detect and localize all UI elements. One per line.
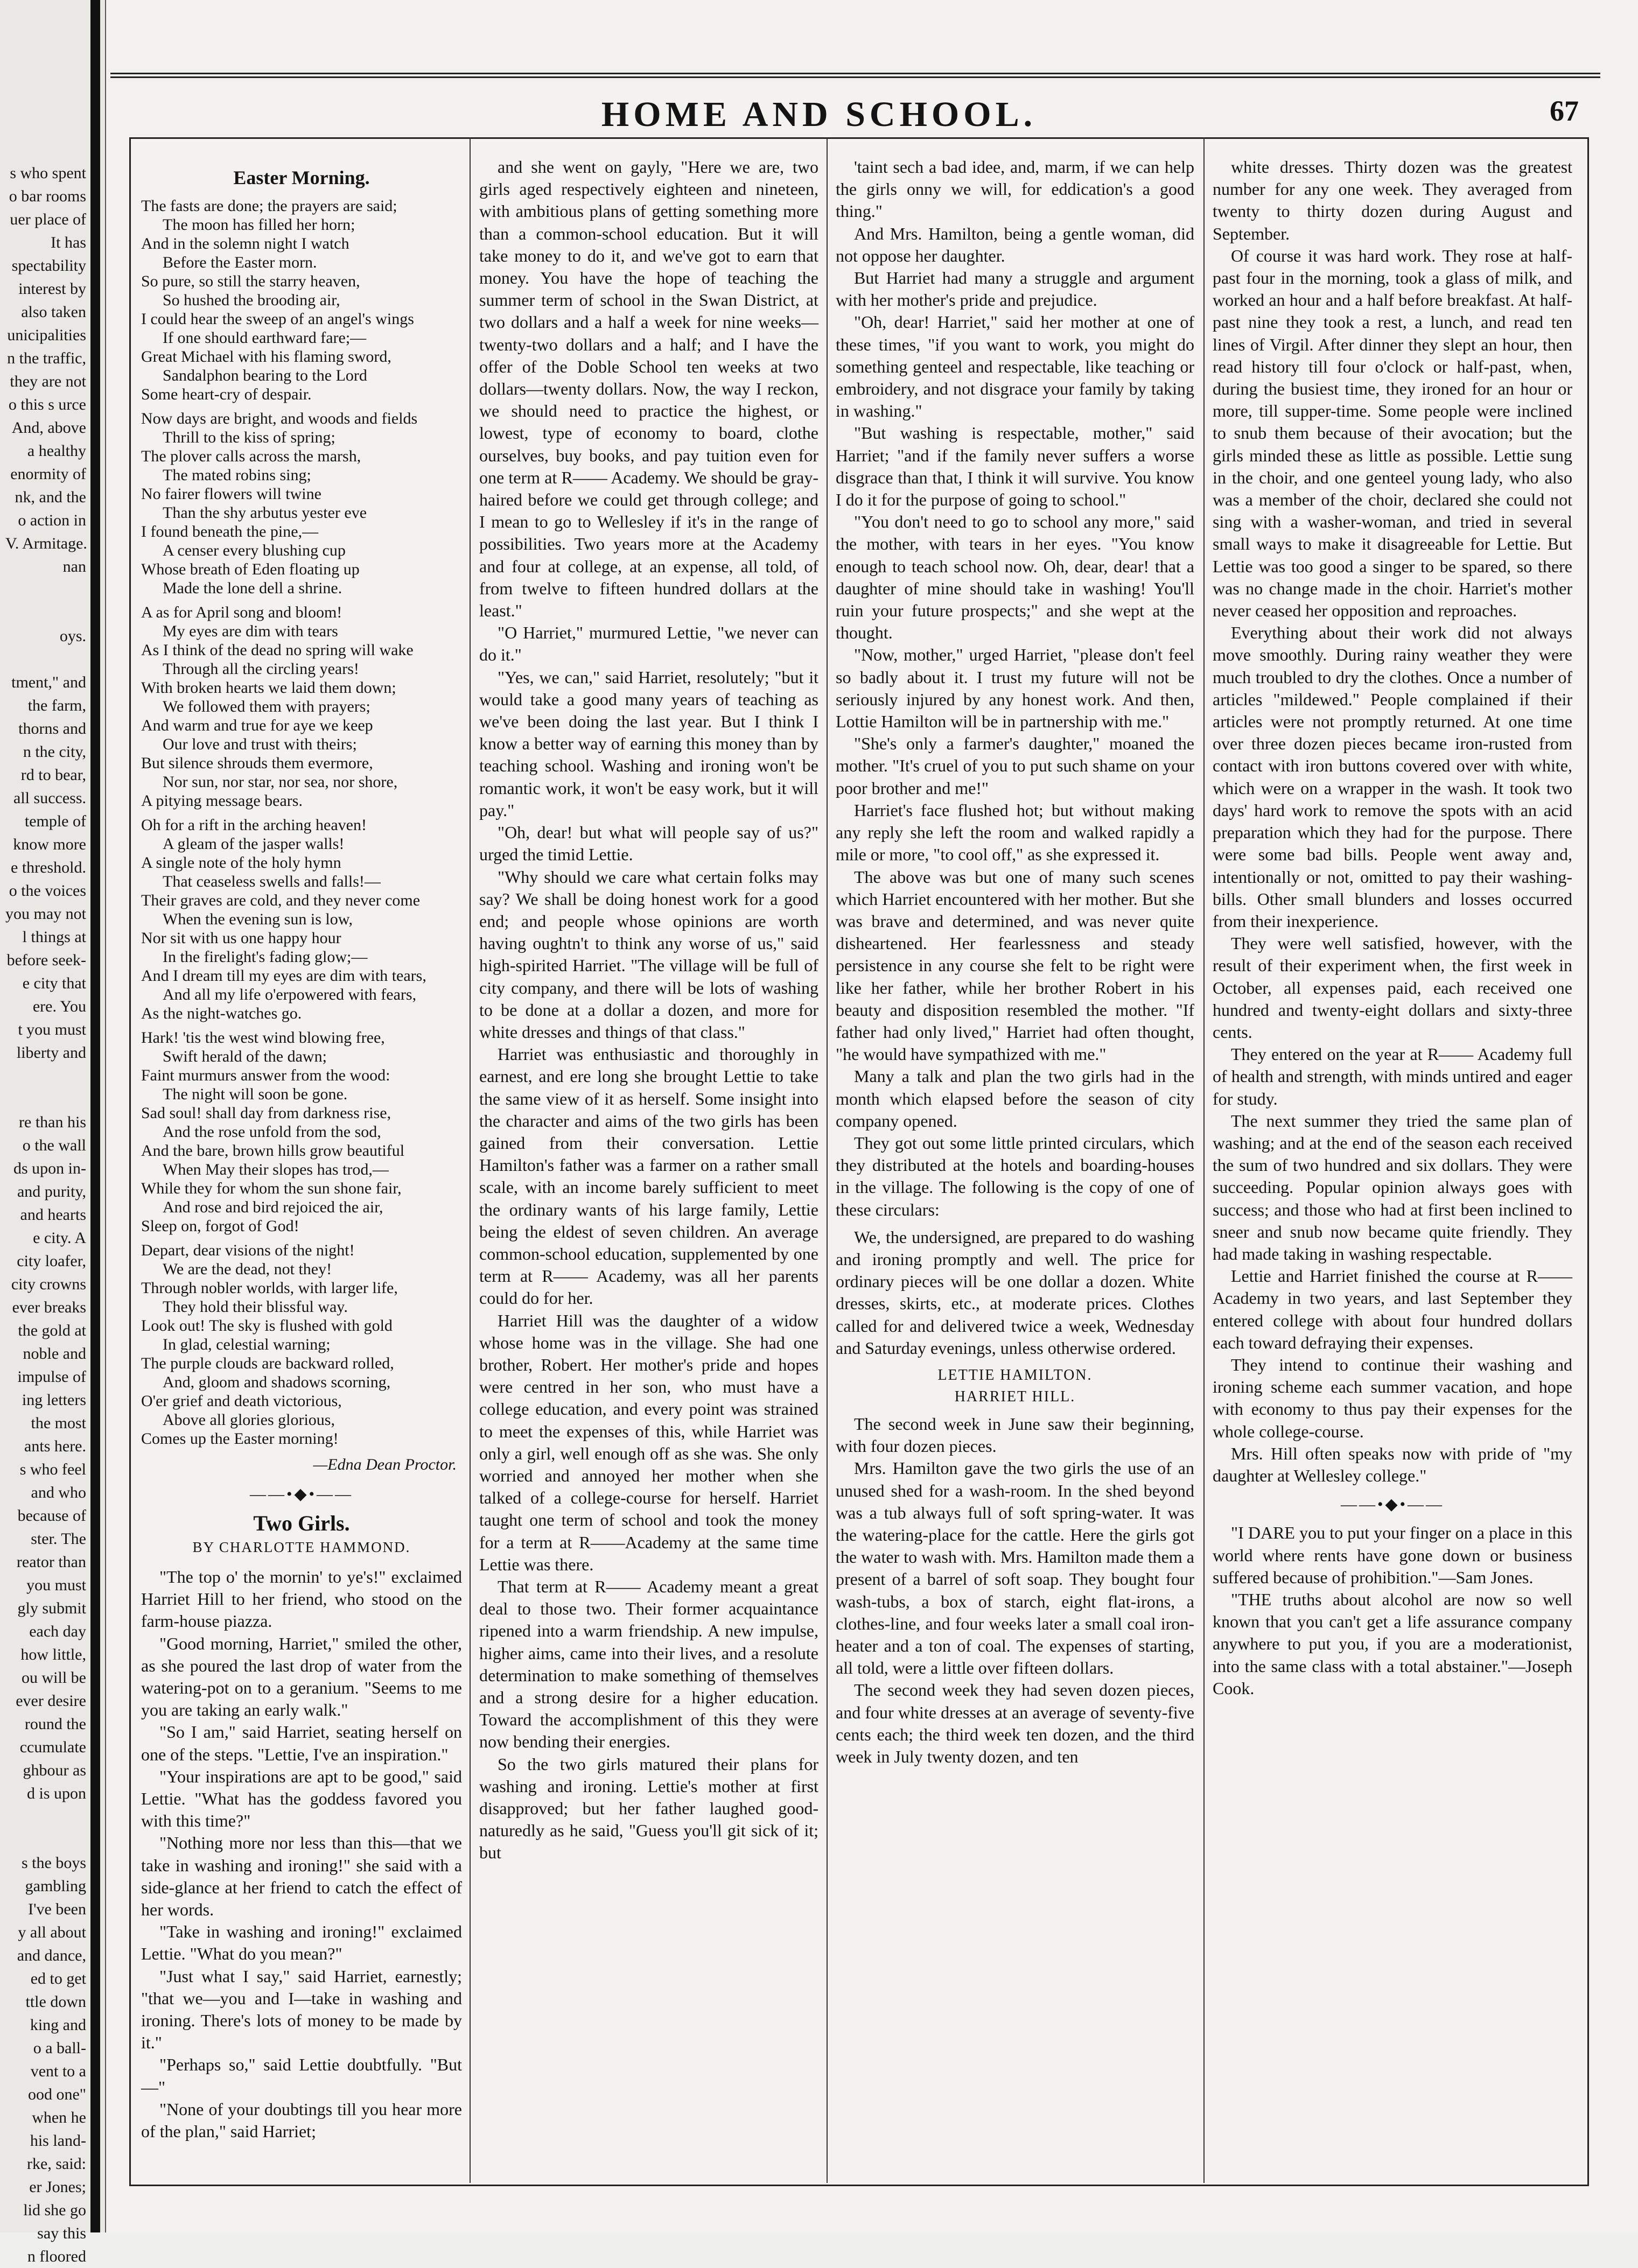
poem-line: And rose and bird rejoiced the air, bbox=[163, 1198, 383, 1217]
poem-line: They hold their blissful way. bbox=[163, 1298, 348, 1316]
story-paragraph: "O Harriet," murmured Lettie, "we never can do it." bbox=[479, 623, 818, 665]
poem-stanza bbox=[141, 1028, 462, 1235]
poem-line: I found beneath the pine,— bbox=[141, 523, 319, 541]
margin-fragment: the gold at bbox=[18, 1322, 86, 1339]
margin-fragment: l things at bbox=[22, 928, 86, 946]
column-rule-3 bbox=[1203, 137, 1205, 2183]
story-paragraph: But Harriet had many a struggle and argument with her mother's pride and prejudice. bbox=[836, 268, 1194, 310]
story-paragraph: "None of your doubtings till you hear more of the plan," said Harriet; bbox=[141, 2099, 462, 2141]
poem-line: And in the solemn night I watch bbox=[141, 235, 349, 253]
margin-fragment: vent to a bbox=[30, 2062, 86, 2080]
column-3-body bbox=[836, 156, 1194, 1221]
poem-line: With broken hearts we laid them down; bbox=[141, 679, 396, 697]
poem-line: But silence shrouds them evermore, bbox=[141, 754, 373, 773]
poem-line: Some heart-cry of despair. bbox=[141, 385, 312, 404]
poem-line: A censer every blushing cup bbox=[163, 542, 346, 560]
poem-line: The plover calls across the marsh, bbox=[141, 447, 361, 466]
poem-line: A pitying message bears. bbox=[141, 792, 303, 810]
margin-fragment: y all about bbox=[18, 1923, 86, 1941]
story-paragraph: "Good morning, Harriet," smiled the other, as she poured the last drop of water from the watering-pot on to a geranium. "Seems to me you are taking an early walk." bbox=[141, 1633, 462, 1720]
story-paragraph: Many a talk and plan the two girls had in the month which elapsed before the season of city company opened. bbox=[836, 1066, 1194, 1131]
margin-fragment: And, above bbox=[11, 419, 86, 437]
margin-fragment bbox=[5, 578, 86, 601]
poem-line: The fasts are done; the prayers are said; bbox=[141, 197, 397, 215]
poem-stanza bbox=[141, 816, 462, 1023]
story-paragraph: "She's only a farmer's daughter," moaned the mother. "It's cruel of you to put such shame on your poor brother and me!" bbox=[836, 734, 1194, 798]
margin-fragment bbox=[5, 1805, 86, 1828]
margin-fragment: ou will be bbox=[22, 1669, 86, 1687]
story-paragraph: Harriet's face flushed hot; but without making any reply she left the room and walked rapidly a mile or more, "to cool off," as she expressed it. bbox=[836, 800, 1194, 865]
margin-fragment: t you must bbox=[18, 1021, 86, 1038]
margin-fragment: when he bbox=[32, 2109, 86, 2126]
margin-fragment: city loafer, bbox=[17, 1252, 86, 1270]
column-1 bbox=[141, 156, 462, 2143]
margin-fragment: o bar rooms bbox=[9, 187, 86, 205]
margin-fragment: round the bbox=[24, 1715, 86, 1733]
column-4 bbox=[1213, 156, 1572, 1700]
margin-fragment: o a ball- bbox=[33, 2039, 86, 2057]
column-rule-2 bbox=[827, 137, 828, 2183]
margin-fragment: oys. bbox=[59, 627, 86, 645]
margin-fragment: interest by bbox=[18, 280, 86, 298]
story-paragraph: Harriet was enthusiastic and thoroughly in earnest, and ere long she brought Lettie to take the same view of it as herself. Some insight into the character and aims of the two girls has been gained from their conversation. Lettie Hamilton's father was a farmer on a rather small scale, with an income barely sufficient to meet the ordinary wants of his large family, Lettie being the eldest of seven children. An average common-school education, supplemented by one term at R—— Academy, was all her parents could do for her. bbox=[479, 1044, 818, 1308]
column-4-body bbox=[1213, 156, 1572, 1487]
column-3-continuation bbox=[836, 1413, 1194, 1768]
story-paragraph: "Take in washing and ironing!" exclaimed Lettie. "What do you mean?" bbox=[141, 1922, 462, 1964]
poem-line: As the night-watches go. bbox=[141, 1005, 302, 1023]
poem-line: When the evening sun is low, bbox=[163, 910, 353, 929]
margin-fragment: ttle down bbox=[25, 1993, 86, 2011]
poem-line: Swift herald of the dawn; bbox=[163, 1048, 327, 1066]
margin-fragment: ccumulate bbox=[19, 1738, 86, 1756]
margin-fragment: and dance, bbox=[17, 1947, 86, 1964]
story-paragraph: They were well satisfied, however, with the result of their experiment when, the first week in October, all expenses paid, each received one hundred and twenty-eight dollars and sixty-three cents. bbox=[1213, 933, 1572, 1042]
margin-fragment: d is upon bbox=[26, 1785, 86, 1802]
poem-line: In glad, celestial warning; bbox=[163, 1336, 331, 1354]
margin-fragment: n the traffic, bbox=[7, 349, 86, 367]
margin-fragment: ghbour as bbox=[23, 1761, 86, 1779]
poem-line: And all my life o'erpowered with fears, bbox=[163, 986, 417, 1004]
margin-fragment: rke, said: bbox=[27, 2155, 86, 2173]
poem-line: Than the shy arbutus yester eve bbox=[163, 504, 367, 522]
circular-text: We, the undersigned, are prepared to do washing and ironing promptly and well. The price for ordinary pieces will be one dollar a dozen. White dresses, skirts, etc., at moderate prices. Clothes called for and delivered twice a week, Wednesday and Saturday evenings, unless otherwise ordered. bbox=[836, 1227, 1194, 1358]
page-header-title: HOME AND SCHOOL. bbox=[601, 95, 1037, 134]
poem-line: When May their slopes has trod,— bbox=[163, 1161, 389, 1179]
circular-signer-1: LETTIE HAMILTON. bbox=[937, 1366, 1093, 1384]
poem-line: If one should earthward fare;— bbox=[163, 329, 367, 347]
margin-fragment: ster. The bbox=[31, 1530, 86, 1548]
margin-fragment: gly submit bbox=[17, 1599, 86, 1617]
story-paragraph: Lettie and Harriet finished the course at R—— Academy in two years, and last September they entered college with about four hundred dollars each toward defraying their expenses. bbox=[1213, 1266, 1572, 1352]
margin-fragment: the farm, bbox=[27, 697, 86, 714]
poem-line: And warm and true for aye we keep bbox=[141, 717, 373, 735]
margin-fragment: ing letters bbox=[22, 1391, 86, 1409]
poem-line: And the bare, brown hills grow beautiful bbox=[141, 1142, 405, 1160]
story-title: Two Girls. bbox=[253, 1511, 350, 1535]
margin-fragment: s the boys bbox=[22, 1854, 86, 1872]
poem-line: No fairer flowers will twine bbox=[141, 485, 321, 503]
margin-fragment: s who feel bbox=[19, 1460, 86, 1478]
margin-fragment: because of bbox=[17, 1507, 86, 1525]
margin-fragment: rd to bear, bbox=[20, 766, 86, 784]
story-paragraph: They intend to continue their washing and ironing scheme each summer vacation, and hope with economy to thus pay their expenses for the whole college-course. bbox=[1213, 1354, 1572, 1441]
story-paragraph: Harriet Hill was the daughter of a widow whose home was in the village. She had one brother, Robert. Her mother's pride and hopes were centred in her son, who must have a college education, and every point was strained to meet the expenses of this, while Harriet was only a girl, well enough off as she was. She only worried and annoyed her mother when she talked of a college-course for herself. Harriet taught one term of school and took the money for a term at R——Academy at the same time Lettie was there. bbox=[479, 1310, 818, 1574]
margin-fragment: o the voices bbox=[9, 882, 86, 900]
margin-fragment: I've been bbox=[28, 1900, 86, 1918]
margin-fragment: gambling bbox=[25, 1877, 86, 1895]
column-1-body bbox=[141, 1566, 462, 2143]
margin-fragment: nan bbox=[62, 558, 86, 575]
margin-fragment: ants here. bbox=[24, 1437, 86, 1455]
story-paragraph: white dresses. Thirty dozen was the greatest number for any one week. They averaged from twenty to thirty dozen during August and September. bbox=[1213, 157, 1572, 243]
margin-fragment: spectability bbox=[11, 257, 86, 275]
story-paragraph: The next summer they tried the same plan of washing; and at the end of the season each received the sum of two hundred and six dollars. They were succeeding. Popular opinion always goes with success; and those who had at first been inclined to sneer and snub now became quite friendly. They had made taking in washing respectable. bbox=[1213, 1111, 1572, 1263]
story-paragraph: "Now, mother," urged Harriet, "please don't feel so badly about it. I trust my future will not be seriously injured by any honest work. And then, Lottie Hamilton will be in partnership with me." bbox=[836, 645, 1194, 732]
margin-fragment: city crowns bbox=[11, 1275, 86, 1293]
margin-fragment: thorns and bbox=[18, 720, 86, 738]
margin-fragment: ed to get bbox=[30, 1970, 86, 1988]
poem-stanza bbox=[141, 603, 462, 810]
margin-fragment: e city. A bbox=[33, 1229, 86, 1247]
adjacent-page-edge bbox=[0, 0, 106, 2265]
margin-fragment: e threshold. bbox=[11, 859, 86, 876]
margin-fragment: ere. You bbox=[32, 998, 86, 1015]
story-paragraph: "But washing is respectable, mother," said Harriet; "and if the family never suffers a worse disgrace than that, I think it will survive. You know I do it for the purpose of going to school." bbox=[836, 423, 1194, 510]
margin-fragment: also taken bbox=[21, 303, 86, 321]
poem-line: Comes up the Easter morning! bbox=[141, 1430, 339, 1448]
story-paragraph: 'taint sech a bad idee, and, marm, if we can help the girls onny we will, for eddication's a good thing." bbox=[836, 157, 1194, 221]
story-paragraph: "You don't need to go to school any more," said the mother, with tears in her eyes. "You know enough to teach school now. Oh, dear, dear! that a daughter of mine should take in washing! You'll ruin your future prospects;" and she wept at the thought. bbox=[836, 512, 1194, 643]
margin-fragment: say this bbox=[37, 2224, 86, 2242]
margin-fragment: uer place of bbox=[10, 210, 86, 228]
margin-fragment: his land- bbox=[30, 2132, 86, 2150]
story-paragraph: Everything about their work did not always move smoothly. During rainy weather they were much troubled to dry the clothes. Once a number of articles "mildewed." People complained if their articles were not promptly returned. At one time over three dozen pieces became iron-rusted from contact with iron buttons covered over with white, which were on a wrapper in the wash. It took two days' hard work to remove the spots with an acid preparation which they had for the purpose. There were some bad bills. People went away and, intentionally or not, omitted to pay their washing-bills. Other small blunders and losses occurred from their inexperience. bbox=[1213, 623, 1572, 931]
margin-fragment: ds upon in- bbox=[13, 1160, 86, 1177]
quotations bbox=[1213, 1522, 1572, 1700]
page-number: 67 bbox=[1550, 95, 1579, 127]
margin-fragment: o the wall bbox=[22, 1136, 86, 1154]
poem-stanza bbox=[141, 409, 462, 598]
poem-line: Faint murmurs answer from the wood: bbox=[141, 1066, 390, 1085]
column-3 bbox=[836, 156, 1194, 1768]
poem-line: Our love and trust with theirs; bbox=[163, 735, 357, 754]
adjacent-page-text bbox=[5, 162, 86, 2268]
poem-line: The night will soon be gone. bbox=[163, 1085, 348, 1104]
binding-shadow bbox=[90, 0, 100, 2232]
story-paragraph: That term at R—— Academy meant a great deal to those two. Their former acquaintance ripened into a warm friendship. A new impulse, higher aims, came into their lives, and a resolute determination to make something of themselves and a strong desire for a higher education. Toward the accomplishment of this they were now bending their energies. bbox=[479, 1577, 818, 1752]
story-paragraph: Mrs. Hill often speaks now with pride of "my daughter at Wellesley college." bbox=[1213, 1443, 1572, 1485]
poem-line: We followed them with prayers; bbox=[163, 698, 370, 716]
margin-fragment: lid she go bbox=[23, 2201, 86, 2219]
story-paragraph: "Why should we care what certain folks may say? We shall be doing honest work for a good end; and people whose opinions are worth having oughtn't to think any worse of us," said high-spirited Harriet. "The village will be full of city company, and there will be lots of washing to be done at a dollar a dozen, and more for white dresses and things of that class." bbox=[479, 867, 818, 1042]
poem-line: We are the dead, not they! bbox=[163, 1260, 332, 1279]
story-paragraph: "So I am," said Harriet, seating herself on one of the steps. "Lettie, I've an inspiration." bbox=[141, 1722, 462, 1764]
poem-line: Sleep on, forgot of God! bbox=[141, 1217, 299, 1235]
margin-fragment: each day bbox=[29, 1623, 86, 1640]
margin-fragment bbox=[5, 1064, 86, 1087]
story-paragraph: "Yes, we can," said Harriet, resolutely; "but it would take a good many years of teaching as we've been doing the last year. But I think I know a better way of earning this money than by teaching school. Washing and ironing won't be romantic work, it won't be easy work, but it will pay." bbox=[479, 667, 818, 820]
story-paragraph: And Mrs. Hamilton, being a gentle woman, did not oppose her daughter. bbox=[836, 223, 1194, 265]
section-divider-2: ——•◆•—— bbox=[1340, 1495, 1445, 1514]
poem-line: Sad soul! shall day from darkness rise, bbox=[141, 1104, 391, 1122]
poem-line: Their graves are cold, and they never come bbox=[141, 891, 421, 910]
margin-fragment bbox=[5, 601, 86, 624]
poem-line: Great Michael with his flaming sword, bbox=[141, 348, 391, 366]
margin-fragment: the most bbox=[31, 1414, 86, 1432]
margin-fragment: nk, and the bbox=[15, 488, 86, 506]
story-paragraph: The above was but one of many such scenes which Harriet encountered with her mother. But she was brave and determined, and was never quite disheartened. Her fearlessness and steady persistence in any course she felt to be right were like her father, while her brother Robert in his beauty and disposition resembled the mother. "If father had only lived," Harriet had often thought, "he would have sympathized with me." bbox=[836, 867, 1194, 1064]
margin-fragment: e city that bbox=[22, 974, 86, 992]
margin-fragment: before seek- bbox=[6, 951, 86, 969]
margin-fragment: you must bbox=[26, 1576, 86, 1594]
margin-fragment: It has bbox=[51, 234, 86, 251]
poem-line: Sandalphon bearing to the Lord bbox=[163, 367, 367, 385]
margin-fragment: n the city, bbox=[23, 743, 86, 761]
story-paragraph: The second week they had seven dozen pieces, and four white dresses at an average of seventy-five cents each; the third week ten dozen, and the third week in July twenty dozen, and ten bbox=[836, 1680, 1194, 1767]
margin-fragment: and hearts bbox=[20, 1206, 86, 1224]
poem-line: And the rose unfold from the sod, bbox=[163, 1123, 381, 1141]
story-paragraph: and she went on gayly, "Here we are, two girls aged respectively eighteen and nineteen, with ambitious plans of getting something more than a common-school education. But it will take money to do it, and we've got to earn that money. You have the hope of teaching the summer term of school in the Swan District, at two dollars and a half a week for nine weeks—twenty-two dollars and a half; and I have the offer of the Doble School ten weeks at two dollars—twenty dollars. Now, the way I reckon, we should need to practice the highest, or lowest, type of economy to board, clothe ourselves, buy books, and pay tuition even for one term at R—— Academy. We should be gray-haired before we could get through college; and I mean to go to Wellesley if it's in the range of possibilities. Two years more at the Academy and four at college, at an expense, all told, of from twelve to fifteen hundred dollars at the least." bbox=[479, 157, 818, 621]
story-paragraph: So the two girls matured their plans for washing and ironing. Lettie's mother at first disapproved; but her father laughed good-naturedly as he said, "Guess you'll git sick of it; but bbox=[479, 1754, 818, 1863]
poem-stanza bbox=[141, 1241, 462, 1448]
margin-fragment bbox=[5, 648, 86, 671]
poem-line: Thrill to the kiss of spring; bbox=[163, 429, 335, 447]
story-paragraph: They got out some little printed circulars, which they distributed at the hotels and boarding-houses in the village. The following is the copy of one of these circulars: bbox=[836, 1133, 1194, 1219]
margin-fragment: how little, bbox=[20, 1646, 86, 1663]
margin-fragment: temple of bbox=[24, 812, 86, 830]
header-rule-top-2 bbox=[110, 76, 1600, 78]
story-paragraph: "Perhaps so," said Lettie doubtfully. "But—" bbox=[141, 2055, 462, 2097]
poem-line: Nor sit with us one happy hour bbox=[141, 929, 341, 947]
margin-fragment: they are not bbox=[10, 373, 86, 390]
poem-line: I could hear the sweep of an angel's wings bbox=[141, 310, 414, 328]
margin-fragment: reator than bbox=[16, 1553, 86, 1571]
margin-fragment: er Jones; bbox=[29, 2178, 86, 2196]
poem-line: O'er grief and death victorious, bbox=[141, 1392, 342, 1410]
poem-line: A single note of the holy hymn bbox=[141, 854, 341, 872]
margin-fragment: o action in bbox=[18, 511, 86, 529]
margin-fragment bbox=[5, 1087, 86, 1111]
margin-fragment: s who spent bbox=[10, 164, 86, 182]
poem-line: So hushed the brooding air, bbox=[163, 291, 340, 310]
poem-line: In the firelight's fading glow;— bbox=[163, 948, 368, 966]
story-paragraph: "Nothing more nor less than this—that we take in washing and ironing!" she said with a side-glance at her friend to catch the effect of her words. bbox=[141, 1833, 462, 1920]
column-2-body bbox=[479, 156, 818, 1864]
poem-line: Through nobler worlds, with larger life, bbox=[141, 1279, 398, 1297]
margin-fragment: ever breaks bbox=[12, 1298, 86, 1316]
poem-line: Nor sun, nor star, nor sea, nor shore, bbox=[163, 773, 398, 791]
story-paragraph: They entered on the year at R—— Academy full of health and strength, with minds untired and eager for study. bbox=[1213, 1044, 1572, 1108]
poem-line: Now days are bright, and woods and fields bbox=[141, 410, 418, 428]
story-paragraph: Mrs. Hamilton gave the two girls the use of an unused shed for a wash-room. In the shed beyond was a tub always full of soft spring-water. It was the watering-place for the cattle. Here the girls got the water to wash with. Mrs. Hamilton made them a present of a barrel of soft soap. They bought four wash-tubs, a box of starch, eight flat-irons, a clothes-line, and four weeks later a small coal iron-heater and a ton of coal. The expenses of starting, all told, were a little over fifteen dollars. bbox=[836, 1458, 1194, 1678]
poem-line: Made the lone dell a shrine. bbox=[163, 579, 342, 598]
poem-line: The mated robins sing; bbox=[163, 466, 311, 485]
margin-fragment: and purity, bbox=[17, 1183, 86, 1200]
story-byline: BY CHARLOTTE HAMMOND. bbox=[192, 1539, 411, 1555]
story-paragraph: Of course it was hard work. They rose at half-past four in the morning, took a glass of milk, and worked an hour and a half before breakfast. At half-past nine they took a rest, a lunch, and read ten lines of Virgil. After dinner they slept an hour, then read history till four o'clock or half-past, when, during the busiest time, they ironed for an hour or more, till supper-time. Some people were inclined to snub them because of their avocation; but the girls minded these as little as possible. Lettie sung in the choir, and one genteel young lady, who also was a member of the choir, declared she could not sing with a washer-woman, and tried in several small ways to make it disagreeable for Lettie. But Lettie was too good a singer to be spared, so there was no change made in the choir. Harriet's mother never ceased her opposition and reproaches. bbox=[1213, 245, 1572, 621]
poem-title: Easter Morning. bbox=[233, 167, 370, 188]
margin-fragment: re than his bbox=[19, 1113, 86, 1131]
column-2 bbox=[479, 156, 818, 1864]
margin-fragment: all success. bbox=[13, 789, 86, 807]
poem-line: Oh for a rift in the arching heaven! bbox=[141, 816, 367, 834]
margin-fragment: n floored bbox=[27, 2248, 86, 2265]
margin-fragment: know more bbox=[13, 835, 86, 853]
section-divider: ——•◆•—— bbox=[249, 1485, 354, 1504]
story-paragraph: "The top o' the mornin' to ye's!" exclaimed Harriet Hill to her friend, who stood on the farm-house piazza. bbox=[141, 1567, 462, 1631]
poem-line: My eyes are dim with tears bbox=[163, 622, 338, 641]
poem-body bbox=[141, 196, 462, 1448]
poem-stanza bbox=[141, 196, 462, 404]
margin-fragment: and who bbox=[31, 1484, 86, 1501]
poem-line: Hark! 'tis the west wind blowing free, bbox=[141, 1029, 385, 1047]
poem-line: While they for whom the sun shone fair, bbox=[141, 1179, 402, 1198]
margin-fragment: impulse of bbox=[17, 1368, 86, 1386]
poem-line: That ceaseless swells and falls!— bbox=[163, 873, 381, 891]
margin-fragment: noble and bbox=[23, 1345, 86, 1363]
story-paragraph: "Your inspirations are apt to be good," said Lettie. "What has the goddess favored you with this time?" bbox=[141, 1766, 462, 1831]
margin-fragment: V. Armitage. bbox=[5, 535, 87, 552]
margin-fragment: enormity of bbox=[10, 465, 86, 483]
margin-fragment: king and bbox=[30, 2016, 86, 2034]
poem-line: Whose breath of Eden floating up bbox=[141, 560, 360, 579]
poem-line: A gleam of the jasper walls! bbox=[163, 835, 345, 853]
poem-line: Before the Easter morn. bbox=[163, 254, 317, 272]
poem-line: The moon has filled her horn; bbox=[163, 216, 355, 234]
poem-line: A as for April song and bloom! bbox=[141, 603, 342, 622]
poem-line: As I think of the dead no spring will wake bbox=[141, 641, 414, 659]
quotation: "I DARE you to put your finger on a place in this world where rents have gone down or business suffered because of prohibition."—Sam Jones. bbox=[1213, 1523, 1572, 1587]
margin-fragment: o this s urce bbox=[8, 396, 86, 413]
margin-fragment: unicipalities bbox=[7, 326, 86, 344]
margin-fragment: liberty and bbox=[16, 1044, 86, 1062]
story-paragraph: "Oh, dear! Harriet," said her mother at one of these times, "if you want to work, you might do something genteel and respectable, like teaching or embroidery, and not disgrace your family by taking in washing." bbox=[836, 312, 1194, 421]
story-paragraph: The second week in June saw their beginning, with four dozen pieces. bbox=[836, 1414, 1194, 1456]
margin-fragment: you may not bbox=[5, 905, 86, 923]
margin-fragment: a healthy bbox=[27, 442, 86, 460]
poem-line: Above all glories glorious, bbox=[163, 1411, 335, 1429]
story-paragraph: "Oh, dear! but what will people say of us?" urged the timid Lettie. bbox=[479, 823, 818, 865]
poem-line: So pure, so still the starry heaven, bbox=[141, 272, 360, 291]
header-rule-top bbox=[110, 73, 1600, 74]
margin-fragment bbox=[5, 1828, 86, 1851]
poem-author: —Edna Dean Proctor. bbox=[313, 1456, 457, 1474]
poem-line: Look out! The sky is flushed with gold bbox=[141, 1317, 393, 1335]
margin-fragment: ever desire bbox=[16, 1692, 86, 1710]
story-paragraph: "Just what I say," said Harriet, earnestly; "that we—you and I—take in washing and ironing. There's lots of money to be made by it." bbox=[141, 1966, 462, 2053]
poem-line: Depart, dear visions of the night! bbox=[141, 1241, 355, 1260]
poem-line: The purple clouds are backward rolled, bbox=[141, 1354, 394, 1373]
column-rule-1 bbox=[470, 137, 471, 2183]
circular-signer-2: HARRIET HILL. bbox=[954, 1388, 1076, 1405]
poem-line: Through all the circling years! bbox=[163, 660, 359, 678]
poem-line: And, gloom and shadows scorning, bbox=[163, 1373, 391, 1392]
poem-line: And I dream till my eyes are dim with tears, bbox=[141, 967, 426, 985]
quotation: "THE truths about alcohol are now so well known that you can't get a life assurance company anywhere to put you, if you are a moderationist, into the same class with a total abstainer."—Joseph Cook. bbox=[1213, 1590, 1572, 1698]
margin-fragment: tment," and bbox=[11, 673, 86, 691]
margin-fragment: ood one" bbox=[27, 2086, 86, 2103]
